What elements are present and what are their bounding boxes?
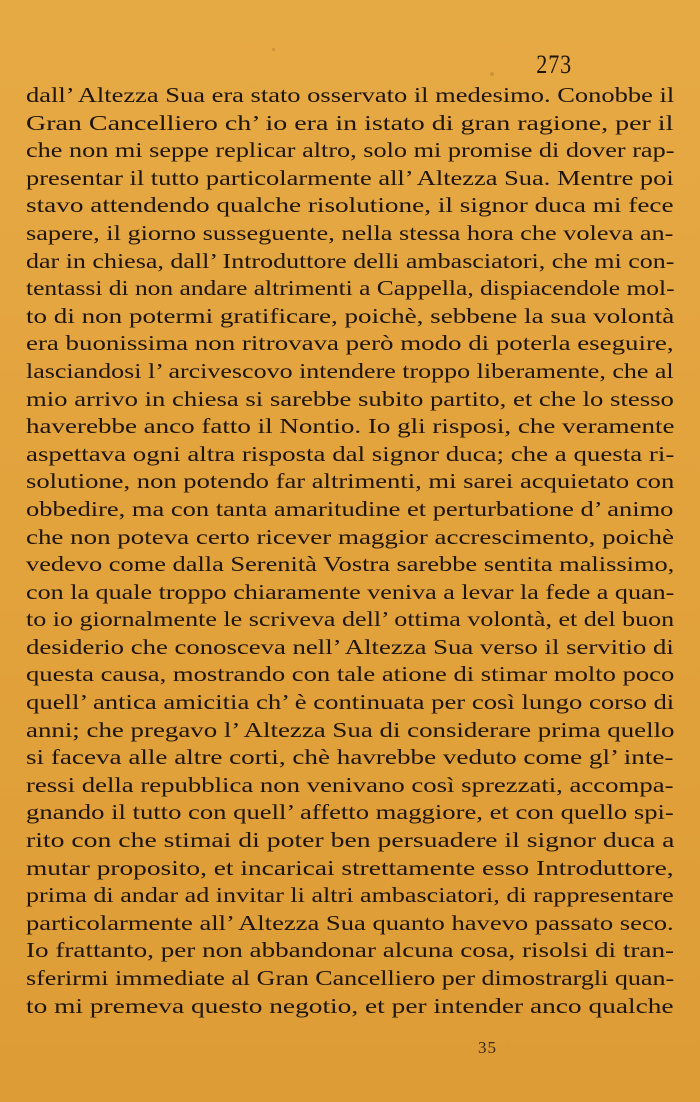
text-line: presentar il tutto particolarmente all’ Altezza Sua. Mentre poi xyxy=(26,165,674,190)
paper-speck xyxy=(272,48,275,51)
text-line: dar in chiesa, dall’ Introduttore delli ambasciatori, che mi con- xyxy=(26,248,675,273)
text-line: sferirmi immediate al Gran Cancelliero per dimostrargli quan- xyxy=(26,966,675,990)
text-line: rito con che stimai di poter ben persuadere il signor duca a xyxy=(26,828,675,853)
text-line: to di non potermi gratificare, poichè, sebbene la sua volontà xyxy=(26,303,675,328)
text-line: mio arrivo in chiesa si sarebbe subito partito, et che lo stesso xyxy=(26,386,674,411)
text-line: ressi della repubblica non venivano così sprezzati, accompa- xyxy=(26,772,674,797)
text-line: haverebbe anco fatto il Nontio. Io gli risposi, che veramente xyxy=(26,414,675,439)
text-line: to mi premeva questo negotio, et per intender anco qualche xyxy=(26,993,674,1018)
text-line: sapere, il giorno susseguente, nella stessa hora che voleva an- xyxy=(26,220,674,245)
text-line: prima di andar ad invitar li altri ambasciatori, di rappresentare xyxy=(26,883,674,908)
text-line: dall’ Altezza Sua era stato osservato il medesimo. Conobbe il xyxy=(26,83,675,107)
paper-speck xyxy=(490,72,494,76)
text-line: che non poteva certo ricever maggior accrescimento, poichè xyxy=(26,524,674,549)
text-line: Io frattanto, per non abbandonar alcuna cosa, risolsi di tran- xyxy=(26,938,675,963)
text-line: Gran Cancelliero ch’ io era in istato di gran ragione, per il xyxy=(26,110,674,135)
signature-mark: 35 xyxy=(478,1038,497,1057)
text-line: quell’ antica amicitia ch’ è continuata per così lungo corso di xyxy=(26,690,675,715)
text-line: era buonissima non ritrovava però modo di poterla eseguire, xyxy=(26,331,674,356)
text-line: obbedire, ma con tanta amaritudine et perturbatione d’ animo xyxy=(26,496,674,521)
text-line: gnando il tutto con quell’ affetto maggiore, et con quello spi- xyxy=(26,800,674,825)
text-line: mutar proposito, et incaricai strettamente esso Introduttore, xyxy=(26,855,674,880)
text-line: lasciandosi l’ arcivescovo intendere troppo liberamente, che al xyxy=(26,358,674,383)
text-line: anni; che pregavo l’ Altezza Sua di considerare prima quello xyxy=(26,717,675,742)
text-line: questa causa, mostrando con tale atione di stimar molto poco xyxy=(26,662,675,687)
text-line: solutione, non potendo far altrimenti, mi sarei acquietato con xyxy=(26,469,675,494)
text-line: con la quale troppo chiaramente veniva a levar la fede a quan- xyxy=(26,579,675,604)
body-text xyxy=(26,82,674,1020)
text-line: to io giornalmente le scriveva dell’ ottima volontà, et del buon xyxy=(26,607,675,632)
text-line: stavo attendendo qualche risolutione, il signor duca mi fece xyxy=(26,193,674,218)
page-number: 273 xyxy=(536,50,572,79)
text-line: vedevo come dalla Serenità Vostra sarebbe sentita malissimo, xyxy=(26,552,675,577)
text-line: desiderio che conosceva nell’ Altezza Sua verso il servitio di xyxy=(26,634,674,659)
text-line: tentassi di non andare altrimenti a Cappella, dispiacendole mol- xyxy=(26,276,675,301)
text-line: aspettava ogni altra risposta dal signor duca; che a questa ri- xyxy=(26,441,675,466)
text-line: particolarmente all’ Altezza Sua quanto havevo passato seco. xyxy=(26,910,674,935)
text-line: che non mi seppe replicar altro, solo mi promise di dover rap- xyxy=(26,138,675,163)
text-line: si faceva alle altre corti, chè havrebbe veduto come gl’ inte- xyxy=(26,745,674,770)
